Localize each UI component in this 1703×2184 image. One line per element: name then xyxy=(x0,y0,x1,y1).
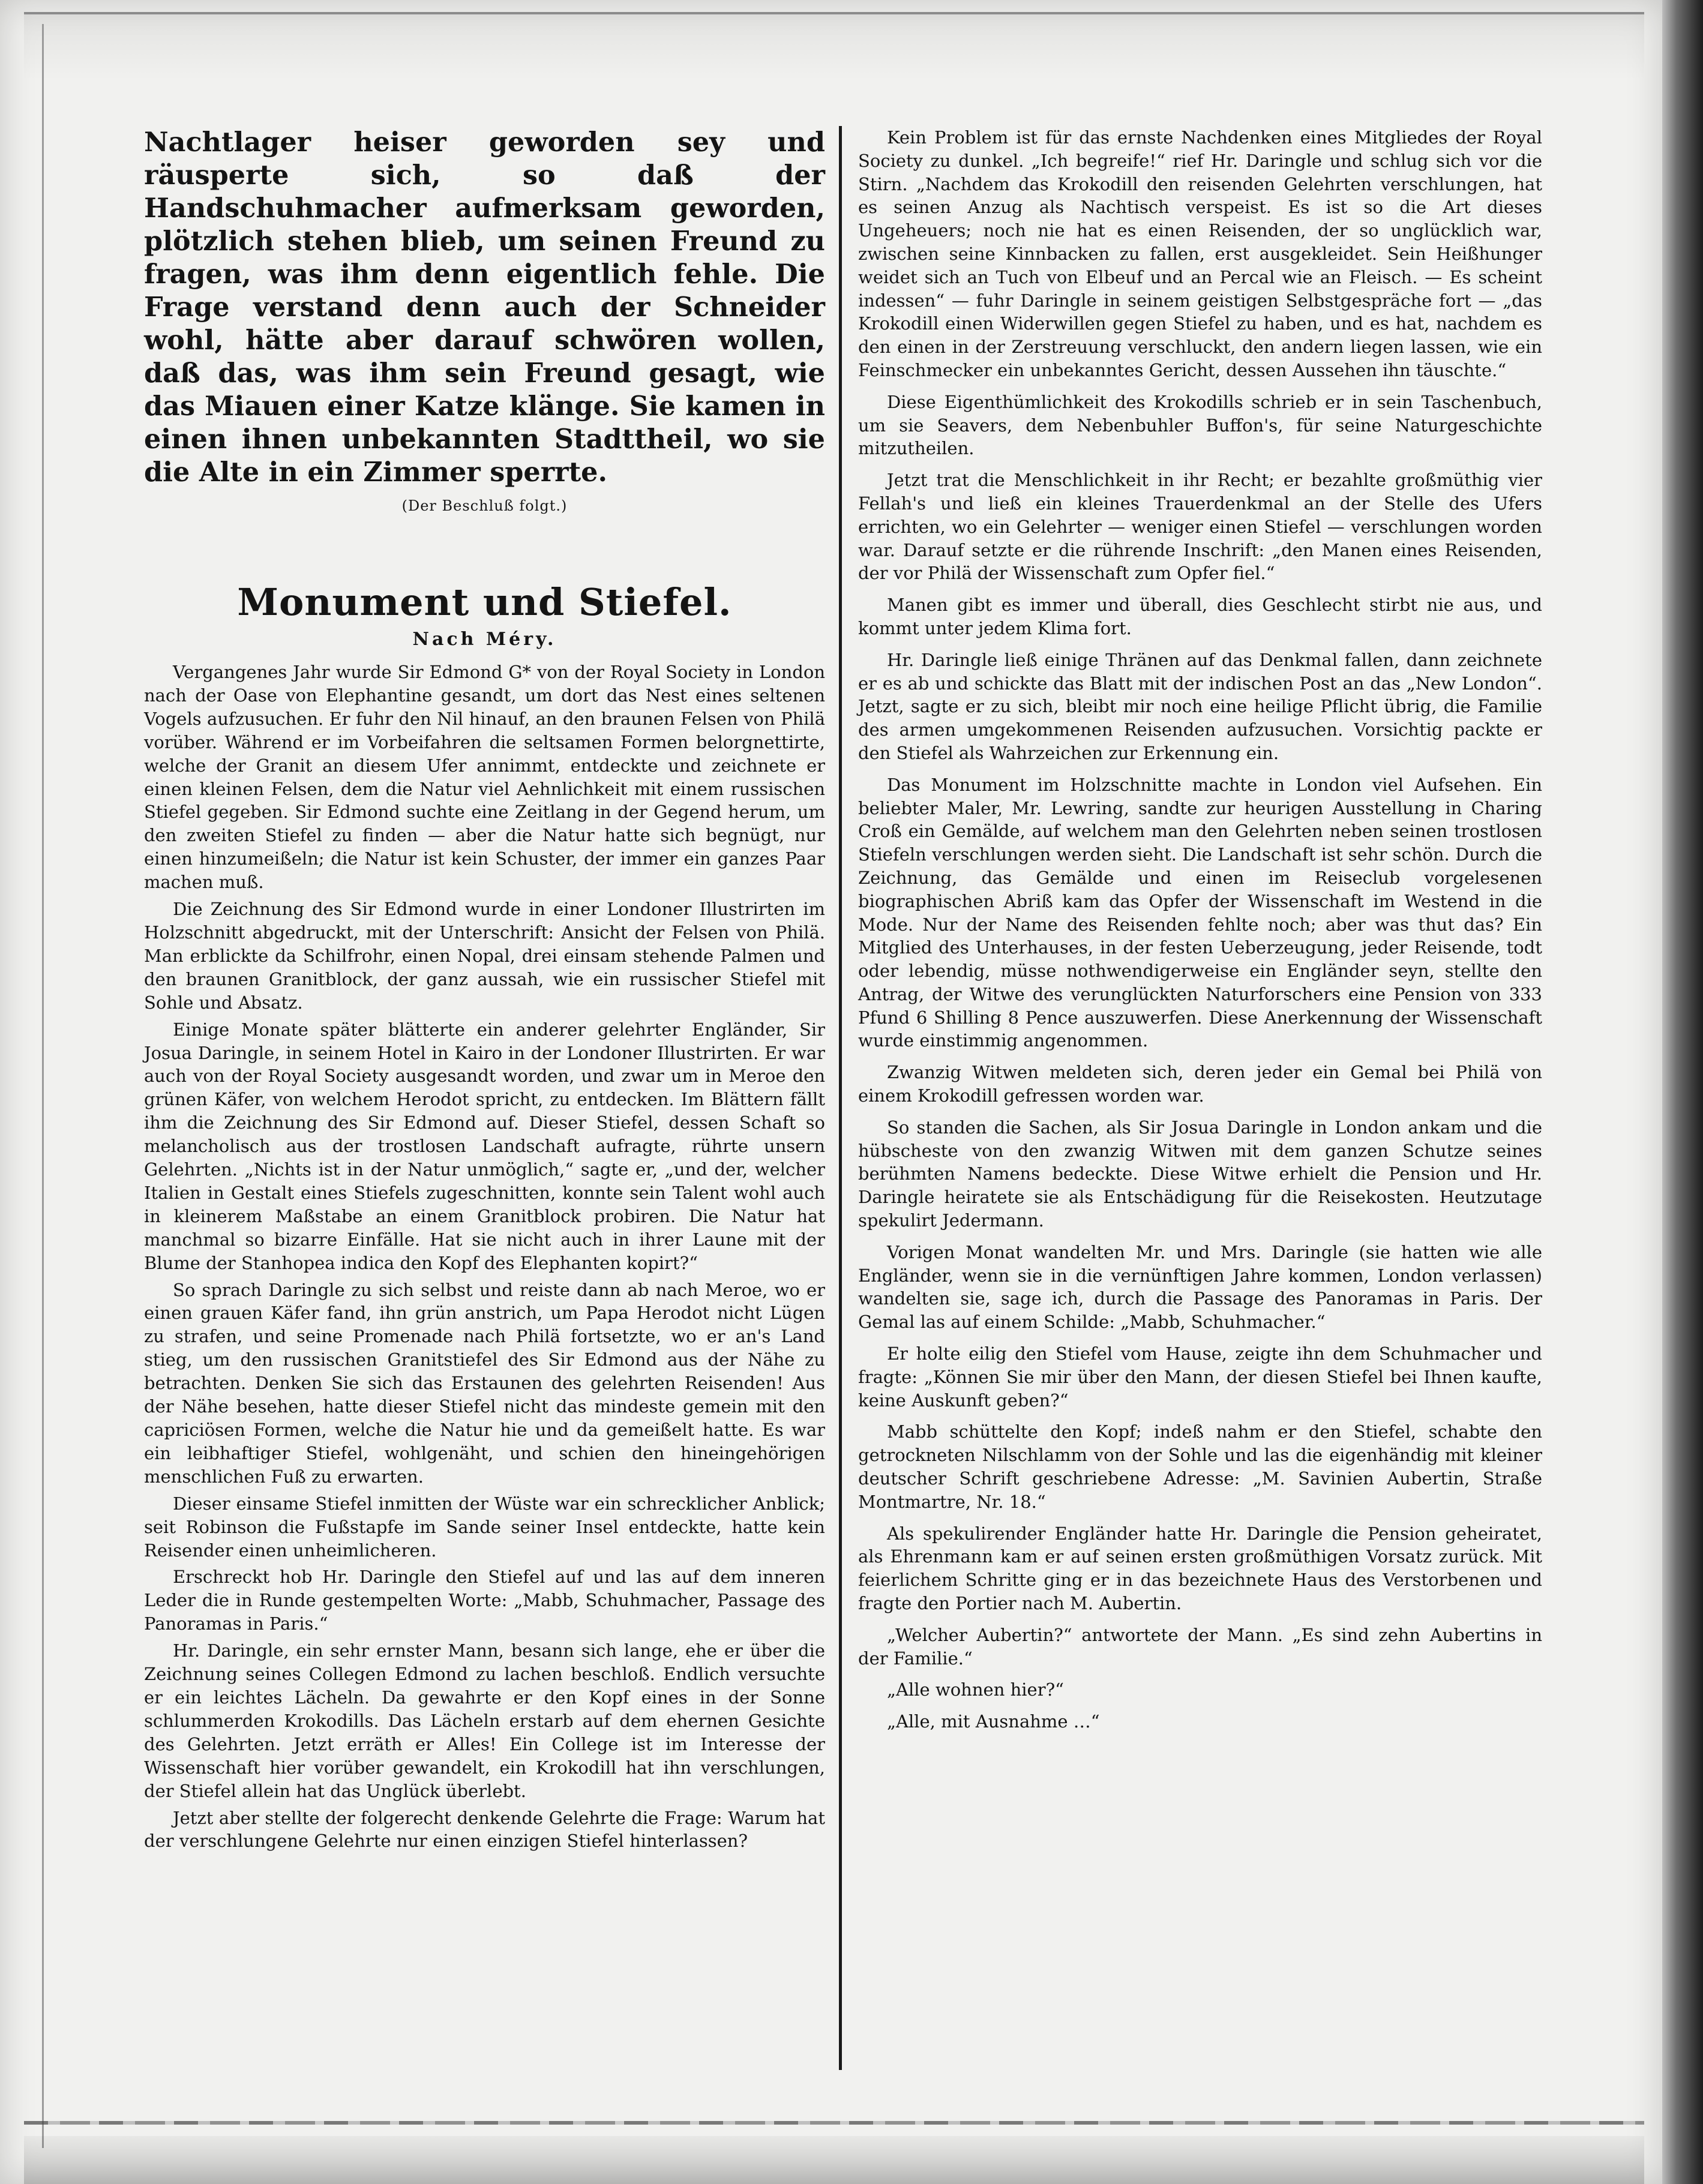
article-paragraph: „Alle, mit Ausnahme …“ xyxy=(887,1711,1100,1732)
article-paragraph: Die Zeichnung des Sir Edmond wurde in einer Londoner Illustrirten im Holzschnitt abgedruckt, mit der Unterschrift: Ansicht der Felsen von Philä. Man erblickte da Schilfrohr, einen Nopal, drei einsam stehende Palmen und den braunen Granitblock, der ganz aussah, wie ein russischer Stiefel mit Sohle und Absatz. xyxy=(144,899,825,1013)
article-paragraph: Vergangenes Jahr wurde Sir Edmond G* von der Royal Society in London nach der Oase von Elephantine gesandt, um dort das Nest eines seltenen Vogels aufzusuchen. Er fuhr den Nil hinauf, an den braunen Felsen von Philä vorüber. Während er im Vorbeifahren die seltsamen Formen belorgnettirte, welche der Granit an diesem Ufer annimmt, entdeckte und zeichnete er einen kleinen Felsen, dem die Natur viel Aehnlichkeit mit einem russischen Stiefel gegeben. Sir Edmond suchte eine Zeitlang in der Gegend herum, um den zweiten Stiefel zu finden — aber die Natur hatte sich begnügt, nur einen hinzumeißeln; die Natur ist kein Schuster, der immer ein ganzes Paar machen muß. xyxy=(144,662,825,893)
column-divider xyxy=(839,126,842,2070)
article-paragraph: Manen gibt es immer und überall, dies Geschlecht stirbt nie aus, und kommt unter jedem Klima fort. xyxy=(858,595,1542,638)
article-paragraph: Kein Problem ist für das ernste Nachdenken eines Mitgliedes der Royal Society zu dunkel. „Ich begreife!“ rief Hr. Daringle und schlug sich vor die Stirn. „Nachdem das Krokodill den reisenden Gelehrten verschlungen, hat es seinen Anzug als Nachtisch verspeist. Es ist so die Art dieses Ungeheuers; noch nie hat es einen Reisenden, der so unglücklich war, zwischen seine Kinnbacken zu fallen, erst ausgekleidet. Sein Heißhunger weidet sich an Tuch von Elbeuf und an Percal wie an Fleisch. — Es scheint indessen“ — fuhr Daringle in seinem geistigen Selbstgespräche fort — „das Krokodill einen Widerwillen gegen Stiefel zu haben, und es hat, nachdem es den einen in der Zerstreuung verschluckt, den andern liegen lassen, wie ein Feinschmecker ein unbekanntes Gericht, dessen Aussehen ihn täuschte.“ xyxy=(858,127,1542,380)
continued-story-text: Nachtlager heiser geworden sey und räusperte sich, so daß der Handschuhmacher aufmerksam geworden, plötzlich stehen blieb, um seinen Freund zu fragen, was ihm denn eigentlich fehle. Die Frage verstand denn auch der Schneider wohl, hätte aber darauf schwören wollen, daß das, was ihm sein Freund gesagt, wie das Miauen einer Katze klänge. Sie kamen in einen ihnen unbekannten Stadttheil, wo sie die Alte in ein Zimmer sperrte. xyxy=(144,127,825,488)
left-margin-rule xyxy=(42,24,44,2148)
article-paragraph: So sprach Daringle zu sich selbst und reiste dann ab nach Meroe, wo er einen grauen Käfer fand, ihn grün anstrich, um Papa Herodot nicht Lügen zu strafen, und seine Promenade nach Philä fortsetzte, wo er an's Land stieg, um den russischen Granitstiefel des Sir Edmond aus der Nähe zu betrachten. Denken Sie sich das Erstaunen des gelehrten Reisenden! Aus der Nähe besehen, hatte dieser Stiefel nicht das mindeste gemein mit den capriciösen Formen, welche die Natur hie und da gemeißelt hatte. Es war ein leibhaftiger Stiefel, wohlgenäht, und schien den hineingehörigen menschlichen Fuß zu erwarten. xyxy=(144,1279,825,1487)
article-byline: Nach Méry. xyxy=(412,629,557,650)
page-bottom-shadow xyxy=(24,2136,1644,2184)
page-bottom-border xyxy=(24,2121,1644,2125)
article-paragraph: Zwanzig Witwen meldeten sich, deren jeder ein Gemal bei Philä von einem Krokodill gefressen worden war. xyxy=(858,1062,1542,1106)
binding-edge xyxy=(1662,0,1703,2184)
article-paragraph: Mabb schüttelte den Kopf; indeß nahm er den Stiefel, schabte den getrockneten Nilschlamm von der Sohle und las die eigenhändig mit kleiner deutscher Schrift geschriebene Adresse: „M. Savinien Aubertin, Straße Montmartre, Nr. 18.“ xyxy=(858,1421,1542,1512)
article-paragraph: Das Monument im Holzschnitte machte in London viel Aufsehen. Ein beliebter Maler, Mr. Lewring, sandte zur heurigen Ausstellung in Charing Croß ein Gemälde, auf welchem man den Gelehrten neben seinen trostlosen Stiefeln verschlungen werden sieht. Die Landschaft ist sehr schön. Durch die Zeichnung, das Gemälde und einen im Reiseclub vorgelesenen biographischen Abriß kam das Opfer der Wissenschaft im Westend in die Mode. Nur der Name des Reisenden fehlte noch; aber was thut das? Ein Mitglied des Unterhauses, in der festen Ueberzeugung, jeder Reisende, todt oder lebendig, müsse nothwendigerweise ein Engländer seyn, stellte den Antrag, der Witwe des verunglückten Naturforschers eine Pension von 333 Pfund 6 Shilling 8 Pence auszuwerfen. Diese Anerkennung der Wissenschaft wurde einstimmig angenommen. xyxy=(858,774,1542,1051)
page-top-border xyxy=(24,12,1644,80)
article-paragraph: „Alle wohnen hier?“ xyxy=(887,1679,1064,1700)
article-paragraph: Vorigen Monat wandelten Mr. und Mrs. Daringle (sie hatten wie alle Engländer, wenn sie in die vernünftigen Jahre kommen, London verlassen) wandelten sie, sage ich, durch die Passage des Panoramas in Paris. Der Gemal las auf einem Schilde: „Mabb, Schuhmacher.“ xyxy=(858,1241,1542,1333)
article-paragraph: Einige Monate später blätterte ein anderer gelehrter Engländer, Sir Josua Daringle, in seinem Hotel in Kairo in der Londoner Illustrirten. Er war auch von der Royal Society ausgesandt worden, und zwar um in Meroe den grünen Käfer, von welchem Herodot spricht, zu entdecken. Im Blättern fällt ihm die Zeichnung des Sir Edmond auf. Dieser Stiefel, dessen Schaft so melancholisch aus der trostlosen Landschaft aufragte, rührte unsern Gelehrten. „Nichts ist in der Natur unmöglich,“ sagte er, „und der, welcher Italien in Gestalt eines Stiefels zugeschnitten, konnte sein Talent wohl auch in kleinerem Maßstabe an einem Granitblock probiren. Die Natur hat manchmal so bizarre Einfälle. Hat sie nicht auch in ihrer Laune mit der Blume der Stanhopea indica den Kopf des Elephanten kopirt?“ xyxy=(144,1019,825,1273)
article-paragraph: Hr. Daringle, ein sehr ernster Mann, besann sich lange, ehe er über die Zeichnung seines Collegen Edmond zu lachen beschloß. Endlich versuchte er ein leichtes Lächeln. Da gewahrte er den Kopf eines in der Sonne schlummerden Krokodills. Das Lächeln erstarb auf dem ehernen Gesichte des Gelehrten. Jetzt erräth er Alles! Ein College ist im Interesse der Wissenschaft hier vorüber gewandelt, ein Krokodill hat ihn verschlungen, der Stiefel allein hat das Unglück überlebt. xyxy=(144,1640,825,1801)
article-title: Monument und Stiefel. xyxy=(237,580,732,624)
article-paragraph: Als spekulirender Engländer hatte Hr. Daringle die Pension geheiratet, als Ehrenmann kam er auf seinen ersten großmüthigen Vorsatz zurück. Mit feierlichem Schritte ging er in das bezeichnete Haus des Verstorbenen und fragte den Portier nach M. Aubertin. xyxy=(858,1523,1542,1614)
right-column xyxy=(858,126,1542,1742)
article-paragraph: Diese Eigenthümlichkeit des Krokodills schrieb er in sein Taschenbuch, um sie Seavers, dem Nebenbuhler Buffon's, für seine Naturgeschichte mitzutheilen. xyxy=(858,391,1542,459)
article-paragraph: Jetzt trat die Menschlichkeit in ihr Recht; er bezahlte großmüthig vier Fellah's und ließ ein kleines Trauerdenkmal an der Stelle des Ufers errichten, wo ein Gelehrter — weniger einen Stiefel — verschlungen worden war. Darauf setzte er die rührende Inschrift: „den Manen eines Reisenden, der vor Philä der Wissenschaft zum Opfer fiel.“ xyxy=(858,470,1542,584)
left-column xyxy=(144,126,825,1856)
article-paragraph: Erschreckt hob Hr. Daringle den Stiefel auf und las auf dem inneren Leder die in Runde gestempelten Worte: „Mabb, Schuhmacher, Passage des Panoramas in Paris.“ xyxy=(144,1567,825,1634)
article-paragraph: So standen die Sachen, als Sir Josua Daringle in London ankam und die hübscheste von den zwanzig Witwen mit dem ganzen Schutze seines berühmten Namens bedeckte. Diese Witwe erhielt die Pension und Hr. Daringle heiratete sie als Entschädigung für die Reisekosten. Heutzutage spekulirt Jedermann. xyxy=(858,1117,1542,1231)
article-paragraph: Hr. Daringle ließ einige Thränen auf das Denkmal fallen, dann zeichnete er es ab und schickte das Blatt mit der indischen Post an das „New London“. Jetzt, sagte er zu sich, bleibt mir noch eine heilige Pflicht übrig, die Familie des armen umgekommenen Reisenden aufzusuchen. Vorsichtig packte er den Stiefel als Wahrzeichen zur Erkennung ein. xyxy=(858,649,1542,763)
article-paragraph: „Welcher Aubertin?“ antwortete der Mann. „Es sind zehn Aubertins in der Familie.“ xyxy=(858,1624,1542,1669)
article-paragraph: Jetzt aber stellte der folgerecht denkende Gelehrte die Frage: Warum hat der verschlungene Gelehrte nur einen einzigen Stiefel hinterlassen? xyxy=(144,1807,825,1852)
article-paragraph: Er holte eilig den Stiefel vom Hause, zeigte ihn dem Schuhmacher und fragte: „Können Sie mir über den Mann, der diesen Stiefel bei Ihnen kaufte, keine Auskunft geben?“ xyxy=(858,1343,1542,1411)
article-paragraph: Dieser einsame Stiefel inmitten der Wüste war ein schrecklicher Anblick; seit Robinson die Fußstapfe im Sande seiner Insel entdeckte, hatte kein Reisender einen unheimlicheren. xyxy=(144,1493,825,1561)
continuation-note: (Der Beschluß folgt.) xyxy=(401,497,568,514)
